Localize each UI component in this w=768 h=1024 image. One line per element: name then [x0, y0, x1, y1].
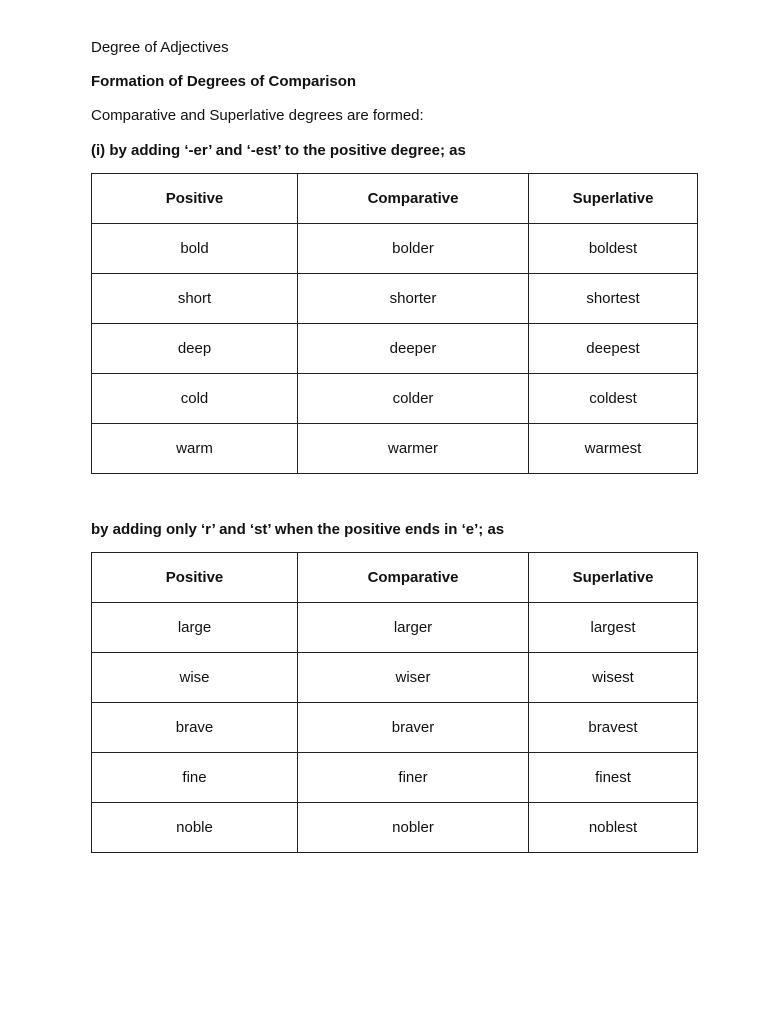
table-row [92, 703, 698, 753]
table-row [92, 324, 698, 374]
cell-superlative: boldest [529, 224, 698, 274]
table-row [92, 653, 698, 703]
comparison-table-er-est [91, 173, 698, 474]
cell-positive: fine [92, 753, 298, 803]
cell-positive: short [92, 274, 298, 324]
cell-comparative: larger [298, 603, 529, 653]
header-comparative: Comparative [298, 174, 529, 224]
table-row [92, 753, 698, 803]
cell-positive: bold [92, 224, 298, 274]
cell-comparative: bolder [298, 224, 529, 274]
comparison-table-r-st [91, 552, 698, 853]
cell-positive: cold [92, 374, 298, 424]
cell-superlative: coldest [529, 374, 698, 424]
cell-positive: warm [92, 424, 298, 474]
header-superlative: Superlative [529, 553, 698, 603]
table-row [92, 603, 698, 653]
cell-positive: large [92, 603, 298, 653]
cell-superlative: largest [529, 603, 698, 653]
cell-superlative: shortest [529, 274, 698, 324]
section-heading: Formation of Degrees of Comparison [91, 73, 357, 90]
cell-comparative: finer [298, 753, 529, 803]
cell-superlative: noblest [529, 803, 698, 853]
table-row [92, 224, 698, 274]
rule-2-text: by adding only ‘r’ and ‘st’ when the positive ends in ‘e’; as [91, 521, 505, 538]
cell-comparative: nobler [298, 803, 529, 853]
cell-comparative: shorter [298, 274, 529, 324]
cell-positive: deep [92, 324, 298, 374]
table-row [92, 424, 698, 474]
table-header-row [92, 553, 698, 603]
table-header-row [92, 174, 698, 224]
table-row [92, 274, 698, 324]
header-positive: Positive [92, 553, 298, 603]
header-superlative: Superlative [529, 174, 698, 224]
cell-superlative: bravest [529, 703, 698, 753]
intro-text: Comparative and Superlative degrees are formed: [91, 107, 424, 124]
header-positive: Positive [92, 174, 298, 224]
cell-comparative: wiser [298, 653, 529, 703]
cell-comparative: colder [298, 374, 529, 424]
cell-comparative: deeper [298, 324, 529, 374]
cell-comparative: braver [298, 703, 529, 753]
table-row [92, 374, 698, 424]
cell-superlative: warmest [529, 424, 698, 474]
cell-superlative: deepest [529, 324, 698, 374]
rule-1-text: (i) by adding ‘-er’ and ‘-est’ to the positive degree; as [91, 142, 466, 159]
cell-positive: brave [92, 703, 298, 753]
cell-superlative: wisest [529, 653, 698, 703]
cell-comparative: warmer [298, 424, 529, 474]
table-row [92, 803, 698, 853]
document-title: Degree of Adjectives [91, 39, 229, 56]
cell-superlative: finest [529, 753, 698, 803]
cell-positive: noble [92, 803, 298, 853]
header-comparative: Comparative [298, 553, 529, 603]
cell-positive: wise [92, 653, 298, 703]
